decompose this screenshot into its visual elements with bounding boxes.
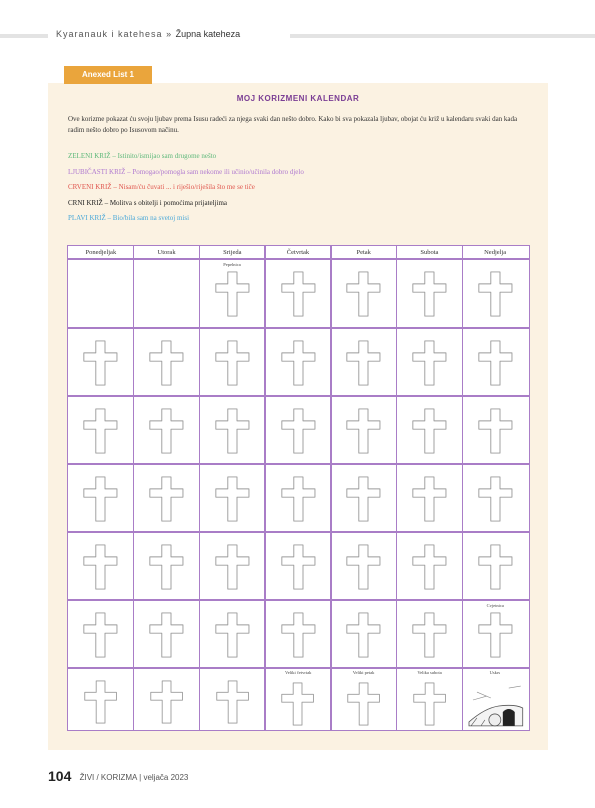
weekday-header: Petak: [356, 249, 371, 256]
legend-description: Pomogao/pomogla sam nekome ili učinio/učinila dobro djelo: [132, 167, 304, 176]
cross-outline-icon[interactable]: [280, 544, 317, 590]
cross-outline-icon[interactable]: [214, 271, 251, 317]
cross-outline-icon[interactable]: [280, 476, 317, 522]
legend-item: [68, 211, 528, 227]
grid-column-divider: [396, 246, 398, 730]
grid-row-divider: [68, 463, 529, 465]
breadcrumb-separator: »: [166, 29, 173, 39]
cross-outline-icon[interactable]: [345, 612, 382, 658]
cross-outline-icon[interactable]: [346, 682, 381, 726]
legend-label: ZELENI KRIŽ: [68, 152, 111, 160]
legend-description: Molitva s obitelji i pomoćima prijateljima: [109, 198, 228, 207]
grid-row-divider: [68, 258, 529, 260]
grid-column-divider: [330, 246, 332, 730]
grid-row-divider: [68, 395, 529, 397]
legend-dash: –: [105, 214, 113, 222]
cross-outline-icon[interactable]: [345, 408, 382, 454]
legend-description: Istinito/ismijao sam drugome nešto: [117, 152, 217, 160]
cross-outline-icon[interactable]: [477, 476, 514, 522]
cross-outline-icon[interactable]: [148, 544, 185, 590]
breadcrumb: [56, 29, 240, 39]
cross-outline-icon[interactable]: [82, 408, 119, 454]
weekday-header: Subota: [420, 249, 439, 256]
palm-sunday-note: Cvjetnica: [486, 603, 504, 608]
cross-outline-icon[interactable]: [477, 271, 514, 317]
legend-dash: –: [125, 167, 133, 176]
cross-outline-icon[interactable]: [82, 476, 119, 522]
legend-label: CRVENI KRIŽ: [68, 183, 112, 191]
cross-outline-icon[interactable]: [411, 408, 448, 454]
cross-outline-icon[interactable]: [82, 612, 119, 658]
cross-outline-icon[interactable]: [148, 476, 185, 522]
cross-outline-icon[interactable]: [345, 476, 382, 522]
legend-item: [68, 149, 528, 165]
color-legend: [68, 149, 528, 227]
legend-item: [68, 165, 528, 181]
cross-outline-icon[interactable]: [477, 612, 514, 658]
cross-outline-icon[interactable]: [411, 544, 448, 590]
empty-tomb-illustration: [465, 678, 525, 728]
cross-outline-icon[interactable]: [477, 544, 514, 590]
cross-outline-icon[interactable]: [477, 408, 514, 454]
ash-wednesday-note: Pepelnica: [223, 262, 241, 267]
cross-outline-icon[interactable]: [280, 612, 317, 658]
legend-dash: –: [111, 183, 119, 191]
cross-outline-icon[interactable]: [411, 340, 448, 386]
cross-outline-icon[interactable]: [214, 476, 251, 522]
legend-description: Nisam/ću čuvati ... i riješio/riješila što me se tiče: [118, 183, 255, 191]
breadcrumb-subsection: Župna kateheza: [175, 29, 241, 39]
worksheet-tag: Anexed List 1: [64, 66, 152, 84]
cross-outline-icon[interactable]: [148, 408, 185, 454]
cross-outline-icon[interactable]: [280, 408, 317, 454]
weekday-header: Ponedjeljak: [85, 249, 117, 256]
grid-column-divider: [462, 246, 464, 730]
page-footer: [48, 768, 188, 784]
weekday-header: Srijeda: [223, 249, 242, 256]
legend-dash: –: [102, 198, 110, 207]
cross-outline-icon[interactable]: [214, 340, 251, 386]
grid-column-divider: [133, 246, 135, 730]
weekday-header: Četvrtak: [286, 249, 310, 256]
cross-outline-icon[interactable]: [214, 408, 251, 454]
lent-calendar-grid: [67, 245, 530, 731]
grid-row-divider: [68, 531, 529, 533]
cross-outline-icon[interactable]: [214, 612, 251, 658]
legend-item: [68, 196, 528, 212]
cross-outline-icon[interactable]: [280, 682, 315, 726]
cross-outline-icon[interactable]: [477, 340, 514, 386]
cross-outline-icon[interactable]: [280, 340, 317, 386]
easter-note: Uskrs: [489, 670, 501, 675]
cross-outline-icon[interactable]: [345, 340, 382, 386]
cross-outline-icon[interactable]: [83, 680, 118, 724]
page-number: 104: [48, 768, 72, 784]
running-header: [0, 28, 595, 44]
grid-column-divider: [264, 246, 266, 730]
good-friday-note: Veliki petak: [352, 670, 375, 675]
holy-saturday-note: Velika subota: [417, 670, 442, 675]
legend-item: [68, 180, 528, 196]
legend-label: CRNI KRIŽ: [68, 198, 103, 207]
grid-row-divider: [68, 599, 529, 601]
cross-outline-icon[interactable]: [82, 340, 119, 386]
cross-outline-icon[interactable]: [345, 544, 382, 590]
breadcrumb-section: Kyaranauk i katehesa: [56, 29, 163, 39]
grid-row-divider: [68, 667, 529, 669]
cross-outline-icon[interactable]: [411, 271, 448, 317]
intro-text: Ove korizme pokazat ću svoju ljubav prema Isusu radeći za njega svaki dan nešto dobro. Kako bi sva pokazala ljubav, obojat ću križ u kalendaru svaki dan kada radim nešto dobro po Isusovom načinu.: [68, 115, 518, 134]
cross-outline-icon[interactable]: [345, 271, 382, 317]
legend-dash: –: [110, 152, 118, 160]
holy-thursday-note: Veliki četvrtak: [285, 670, 312, 675]
cross-outline-icon[interactable]: [280, 271, 317, 317]
legend-description: Bio/bila sam na svetoj misi: [112, 214, 190, 222]
cross-outline-icon[interactable]: [214, 544, 251, 590]
cross-outline-icon[interactable]: [411, 476, 448, 522]
cross-outline-icon[interactable]: [215, 680, 250, 724]
header-rule-left: [0, 34, 48, 38]
legend-label: LJUBIČASTI KRIŽ: [68, 167, 126, 176]
header-rule-right: [290, 34, 595, 38]
cross-outline-icon[interactable]: [148, 340, 185, 386]
cross-outline-icon[interactable]: [148, 612, 185, 658]
grid-row-divider: [68, 327, 529, 329]
cross-outline-icon[interactable]: [412, 682, 447, 726]
weekday-header: Utorak: [157, 249, 176, 256]
cross-outline-icon[interactable]: [411, 612, 448, 658]
weekday-header: Nedjelja: [484, 249, 507, 256]
publication-name: ŽIVI / KORIZMA | veljača 2023: [79, 773, 189, 782]
legend-label: PLAVI KRIŽ: [68, 214, 106, 222]
grid-column-divider: [199, 246, 201, 730]
cross-outline-icon[interactable]: [82, 544, 119, 590]
worksheet-title: MOJ KORIZMENI KALENDAR: [236, 94, 360, 103]
cross-outline-icon[interactable]: [149, 680, 184, 724]
